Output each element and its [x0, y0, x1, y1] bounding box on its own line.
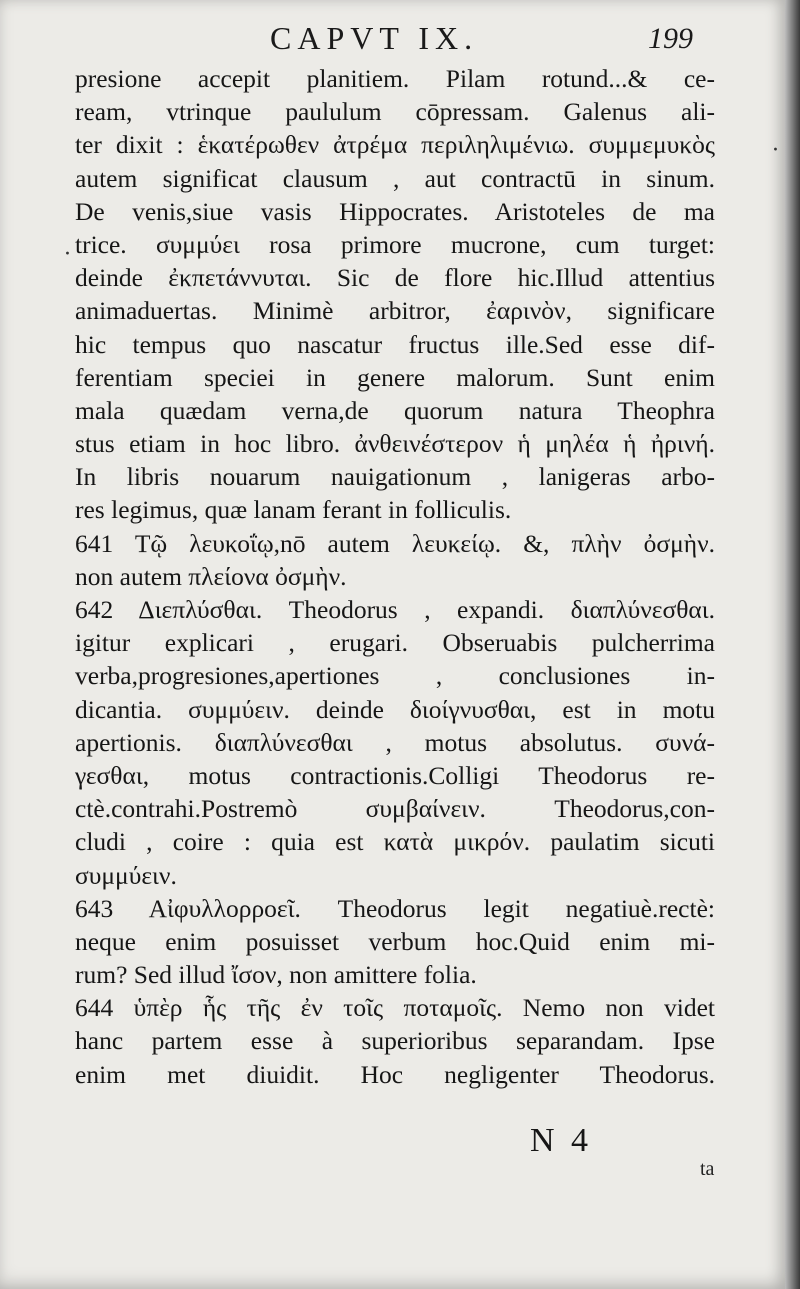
- running-head: CAPVT IX.: [270, 20, 479, 56]
- text-line: hic tempus quo nascatur fructus ille.Sed esse dif-: [75, 329, 715, 359]
- text-line: animaduertas. Minimè arbitror, ἐαρινὸν, significare: [75, 296, 715, 326]
- margin-tick-mark: ·: [64, 242, 71, 267]
- text-line: res legimus, quæ lanam ferant in folliculis.: [75, 495, 512, 525]
- page-number: 199: [648, 22, 693, 55]
- text-line: verba,progresiones,apertiones , conclusiones in-: [75, 661, 715, 691]
- page-edge-shadow: [785, 0, 800, 1289]
- text-line: enim met diuidit. Hoc negligenter Theodorus.: [75, 1059, 715, 1089]
- text-line: mala quædam verna,de quorum natura Theophra: [75, 395, 715, 425]
- text-line: trice. συμμύει rosa primore mucrone, cum turget:: [75, 229, 715, 259]
- page-header: [0, 20, 785, 60]
- signature-mark: N 4: [530, 1122, 593, 1159]
- text-line: apertionis. διαπλύνεσθαι , motus absolutus. συνά-: [75, 727, 715, 757]
- text-line: ter dixit : ἑκατέρωθεν ἀτρέμα περιληλιμένιω. συμμεμυκὸς: [75, 130, 715, 160]
- text-line: neque enim posuisset verbum hoc.Quid enim mi-: [75, 926, 715, 956]
- text-line: dicantia. συμμύειν. deinde διοίγνυσθαι, est in motu: [75, 694, 715, 724]
- text-line: 643 Αἰφυλλορροεῖ. Theodorus legit negatiuè.rectè:: [75, 893, 715, 923]
- body-text: [75, 62, 715, 1091]
- text-line: 642 Διεπλύσθαι. Theodorus , expandi. διαπλύνεσθαι.: [75, 595, 715, 624]
- text-line: presione accepit planitiem. Pilam rotund...& ce-: [75, 64, 715, 93]
- text-line: autem significat clausum , aut contractū in sinum.: [75, 163, 715, 193]
- text-line: γεσθαι, motus contractionis.Colligi Theodorus re-: [75, 760, 715, 790]
- text-line: ctè.contrahi.Postremò συμβαίνειν. Theodorus,con-: [75, 794, 715, 824]
- text-line: non autem πλείονα ὀσμὴν.: [75, 561, 347, 591]
- text-line: stus etiam in hoc libro. ἀνθεινέστερον ἡ μηλέα ἡ ἠρινή.: [75, 429, 715, 459]
- text-line: deinde ἐκπετάννυται. Sic de flore hic.Illud attentius: [75, 263, 715, 293]
- text-line: igitur explicari , erugari. Obseruabis pulcherrima: [75, 628, 715, 658]
- text-line: rum? Sed illud ἴσον, non amittere folia.: [75, 960, 477, 990]
- text-line: ferentiam speciei in genere malorum. Sunt enim: [75, 362, 715, 392]
- margin-tick-mark: ·: [772, 138, 779, 163]
- text-line: συμμύειν.: [75, 860, 177, 890]
- text-line: hanc partem esse à superioribus separandam. Ipse: [75, 1026, 715, 1056]
- text-line: De venis,siue vasis Hippocrates. Aristoteles de ma: [75, 196, 715, 226]
- text-line: In libris nouarum nauigationum , lanigeras arbo-: [75, 462, 715, 492]
- text-line: 641 Τῷ λευκοΐῳ,nō autem λευκείῳ. &, πλὴν ὀσμὴν.: [75, 528, 715, 558]
- catchword: ta: [700, 1158, 715, 1180]
- text-line: 644 ὑπὲρ ἧς τῆς ἐν τοῖς ποταμοῖς. Nemo non videt: [75, 993, 715, 1023]
- text-line: cludi , coire : quia est κατὰ μικρόν. paulatim sicuti: [75, 827, 715, 857]
- text-line: ream, vtrinque paululum cōpressam. Galenus ali-: [75, 97, 715, 127]
